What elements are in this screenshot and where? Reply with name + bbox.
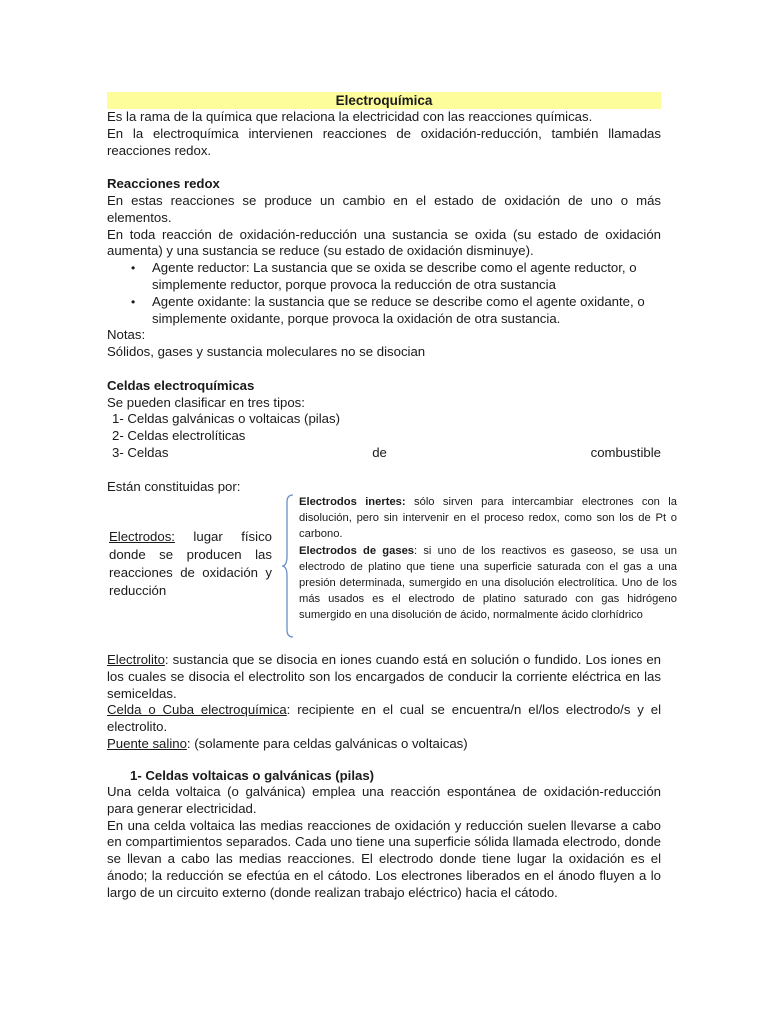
voltaic-paragraph: Una celda voltaica (o galvánica) emplea una reacción espontánea de oxidación-reducción para generar electricidad. — [107, 784, 661, 816]
definitions-section — [107, 652, 661, 753]
electrode-type-gas — [299, 543, 677, 624]
voltaic-paragraph: En una celda voltaica las medias reacciones de oxidación y reducción suelen llevarse a cabo en compartimientos separados. Cada uno tiene una superficie sólida llamada electrodo, donde se llevan a cabo las medias reacciones. El electrodo donde tiene lugar la oxidación es el ánodo; la reducción se efectúa en el cátodo. Los electrones liberados en el ánodo fluyen a lo largo de un circuito externo (donde realizan trabajo eléctrico) hacia el cátodo. — [107, 817, 661, 900]
constituted-text: Están constituidas por: — [107, 478, 241, 494]
gas-label: Electrodos de gases — [299, 544, 415, 557]
intro-paragraph: En la electroquímica intervienen reacciones de oxidación-reducción, también llamadas reacciones redox. — [107, 125, 661, 158]
definition-text: : recipiente en el cual se encuentra/n el/los electrodo/s y el electrolito. — [107, 702, 661, 735]
term: Puente salino — [107, 735, 187, 751]
definition-text: : (solamente para celdas galvánicas o voltaicas) — [186, 735, 468, 751]
term-electrodes: Electrodos: — [109, 529, 175, 544]
intro-paragraph: Es la rama de la química que relaciona la electricidad con las reacciones químicas. — [107, 109, 593, 124]
notes-text: Sólidos, gases y sustancia moleculares no se disocian — [107, 344, 426, 360]
definition-text: : sustancia que se disocia en iones cuando está en solución o fundido. Los iones en los cuales se disocia el electrolito son los encargados de conducir la corriente eléctrica en las semiceldas. — [107, 652, 661, 701]
section-heading-cells: Celdas electroquímicas — [107, 377, 255, 393]
page-title: Electroquímica — [107, 92, 661, 109]
cell-type-word: 3- Celdas — [112, 444, 169, 460]
notes-label: Notas: — [107, 327, 146, 343]
agent-list — [107, 260, 661, 327]
definition-salt-bridge — [107, 736, 661, 753]
cell-type-word: combustible — [590, 444, 661, 460]
cell-type-item: 1- Celdas galvánicas o voltaicas (pilas) — [112, 411, 340, 427]
voltaic-section — [107, 784, 661, 902]
definition-text: lugar físico donde se producen las reacciones de oxidación y reducción — [109, 529, 272, 598]
bullet-icon: • — [131, 261, 136, 276]
cell-type-item: 2- Celdas electrolíticas — [112, 428, 246, 444]
term: Celda o Cuba electroquímica — [107, 702, 287, 718]
term: Electrolito — [107, 652, 165, 667]
inert-label: Electrodos inertes: — [299, 496, 406, 508]
list-item-text: Agente oxidante: la sustancia que se reduce se describe como el agente oxidante, o simplemente oxidante, porque provoca la oxidación de otra sustancia. — [152, 293, 645, 326]
intro-section — [107, 109, 661, 495]
redox-paragraph: En toda reacción de oxidación-reducción una sustancia se oxida (su estado de oxidación aumenta) y una sustancia se reduce (su estado de oxidación disminuye). — [107, 226, 661, 259]
cell-type-item — [107, 445, 661, 462]
electrodes-definition — [109, 528, 272, 600]
bullet-icon: • — [131, 294, 136, 309]
list-item — [107, 260, 661, 294]
curly-brace-icon — [281, 494, 295, 638]
electrode-types — [299, 494, 677, 624]
electrode-type-inert — [299, 494, 677, 543]
redox-paragraph: En estas reacciones se produce un cambio en el estado de oxidación de uno o más elementos. — [107, 192, 661, 225]
inert-text: sólo sirven para intercambiar electrones con la disolución, pero sin intervenir en el proceso redox, como son los de Pt o carbono. — [299, 496, 677, 541]
cells-intro: Se pueden clasificar en tres tipos: — [107, 394, 305, 410]
section-heading-redox: Reacciones redox — [107, 176, 220, 192]
section-heading-voltaic: 1- Celdas voltaicas o galvánicas (pilas) — [130, 768, 375, 783]
list-item-text: Agente reductor: La sustancia que se oxida se describe como el agente reductor, o simplemente reductor, porque provoca la reducción de otra sustancia — [152, 260, 637, 292]
definition-cell — [107, 702, 661, 736]
list-item — [107, 294, 661, 328]
gas-text: : si uno de los reactivos es gaseoso, se usa un electrodo de platino que tiene una superficie saturada con el gas a una presión determinada, sumergido en una disolución electrolítica. Uno de los más usados es el electrodo de platino saturado con gas hidrógeno sumergido en una disolución de ácido, normalmente ácido clorhídrico — [299, 544, 677, 622]
cell-type-word: de — [372, 444, 387, 460]
definition-electrolyte — [107, 652, 661, 702]
